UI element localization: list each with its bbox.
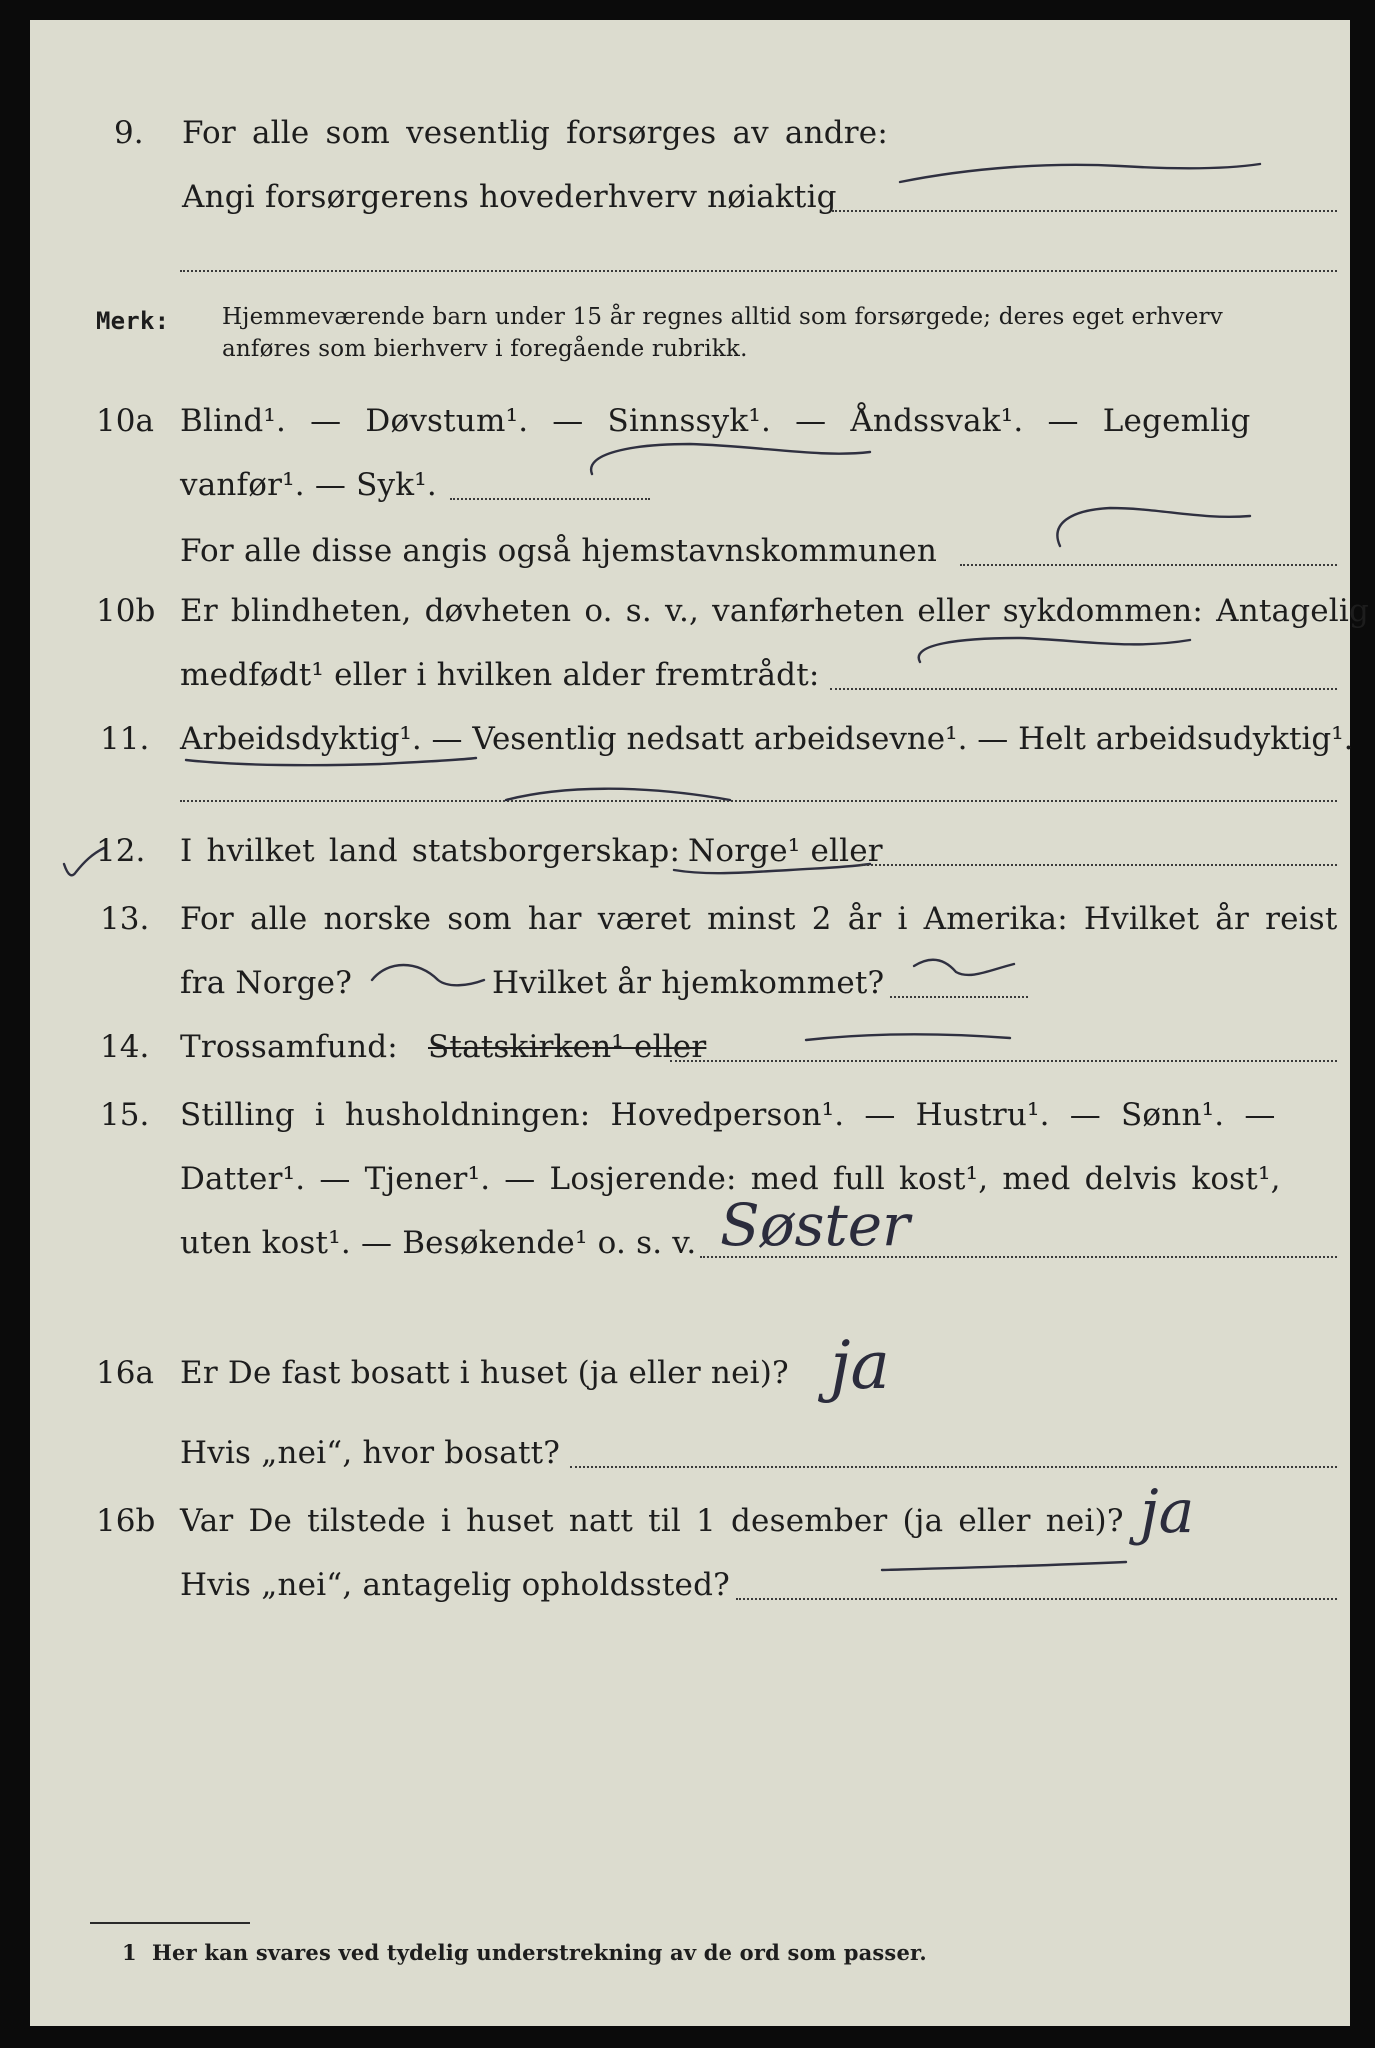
q16b-number: 16b [96, 1503, 156, 1539]
q11-answer-line [180, 800, 1337, 802]
q10a-commune-line [960, 564, 1337, 566]
q15-number: 15. [100, 1097, 150, 1133]
q11-underline-mark [180, 748, 480, 778]
q10a-answer-line [450, 498, 650, 500]
q9-text-line2: Angi forsørgerens hovederhverv nøiaktig [182, 179, 837, 215]
q13-year-right-dash [910, 948, 1020, 988]
q13-number: 13. [100, 901, 150, 937]
q13-text-line2a: fra Norge? [180, 965, 353, 1001]
merk-text-line1: Hjemmeværende barn under 15 år regnes alltid som forsørgede; deres eget erhverv [222, 304, 1223, 330]
footnote-rule [90, 1922, 250, 1924]
q11-number: 11. [100, 721, 150, 757]
q10a-dash-mark [570, 432, 890, 492]
q15-text-line2: Datter¹. — Tjener¹. — Losjerende: med full kost¹, med delvis kost¹, [180, 1161, 1281, 1197]
q10b-number: 10b [96, 593, 156, 629]
q15-handwritten-answer: Søster [720, 1191, 910, 1259]
q14-dash-mark [800, 1024, 1020, 1054]
q10a-text-line1: Blind¹. — Døvstum¹. — Sinnssyk¹. — Åndssvak¹. — Legemlig [180, 403, 1251, 439]
q11-dash-mark [500, 778, 740, 808]
q12-underline-mark [670, 854, 880, 880]
q10b-text-line1: Er blindheten, døvheten o. s. v., vanførheten eller sykdommen: Antagelig [180, 593, 1370, 629]
q16a-answer-line [570, 1466, 1337, 1468]
q9-text-line1: For alle som vesentlig forsørges av andre: [182, 115, 888, 151]
q10a-commune-dash [1030, 494, 1270, 564]
q13-text-line1: For alle norske som har været minst 2 år i Amerika: Hvilket år reist [180, 901, 1338, 937]
q16a-handwritten-answer: ja [830, 1327, 890, 1404]
footnote-text: Her kan svares ved tydelig understrekning av de ord som passer. [152, 1940, 927, 1965]
q9-number: 9. [114, 115, 144, 151]
q16a-number: 16a [96, 1355, 154, 1391]
q16b-handwritten-answer: ja [1140, 1477, 1195, 1547]
q14-number: 14. [100, 1029, 150, 1065]
merk-text-line2: anføres som bierhverv i foregående rubrikk. [222, 336, 748, 362]
q16b-text-line1: Var De tilstede i huset natt til 1 desember (ja eller nei)? [180, 1503, 1124, 1539]
q12-answer: Norge¹ eller [688, 833, 883, 869]
q9-answer-line2 [180, 270, 1337, 272]
q16b-dash-mark [876, 1550, 1136, 1580]
q15-text-line3: uten kost¹. — Besøkende¹ o. s. v. [180, 1225, 697, 1261]
q13-text-line2b: Hvilket år hjemkommet? [492, 965, 885, 1001]
footnote-mark: 1 [122, 1940, 137, 1965]
q16a-text-line2: Hvis „nei“, hvor bosatt? [180, 1435, 561, 1471]
q16b-answer-line [736, 1598, 1337, 1600]
q13-answer-line [890, 996, 1028, 998]
q11-text-line1: Arbeidsdyktig¹. — Vesentlig nedsatt arbeidsevne¹. — Helt arbeidsudyktig¹. [180, 721, 1354, 757]
q14-answer: Statskirken¹ eller [428, 1029, 707, 1065]
census-form-page [30, 20, 1370, 2026]
q9-answer-line [832, 210, 1337, 212]
q14-answer-line [670, 1060, 1337, 1062]
q12-answer-line [860, 864, 1337, 866]
q10b-answer-line [830, 688, 1337, 690]
q13-year-left-dash [368, 950, 488, 1000]
q16b-text-line2: Hvis „nei“, antagelig opholdssted? [180, 1567, 730, 1603]
q14-text-line1: Trossamfund: [180, 1029, 398, 1065]
q10a-text-line3: For alle disse angis også hjemstavnskommunen [180, 533, 937, 569]
q16a-text-line1: Er De fast bosatt i huset (ja eller nei)? [180, 1355, 789, 1391]
q12-text-line1: I hvilket land statsborgerskap: [180, 833, 681, 869]
q10a-text-line2: vanfør¹. — Syk¹. [180, 467, 437, 503]
q12-number: 12. [96, 833, 146, 869]
q15-text-line1: Stilling i husholdningen: Hovedperson¹. — Hustru¹. — Sønn¹. — [180, 1097, 1276, 1133]
q10a-number: 10a [96, 403, 154, 439]
q10b-dash-mark [900, 624, 1200, 674]
merk-label: Merk: [96, 307, 170, 335]
q9-dash-mark [890, 160, 1270, 200]
q10b-text-line2: medfødt¹ eller i hvilken alder fremtrådt: [180, 657, 820, 693]
